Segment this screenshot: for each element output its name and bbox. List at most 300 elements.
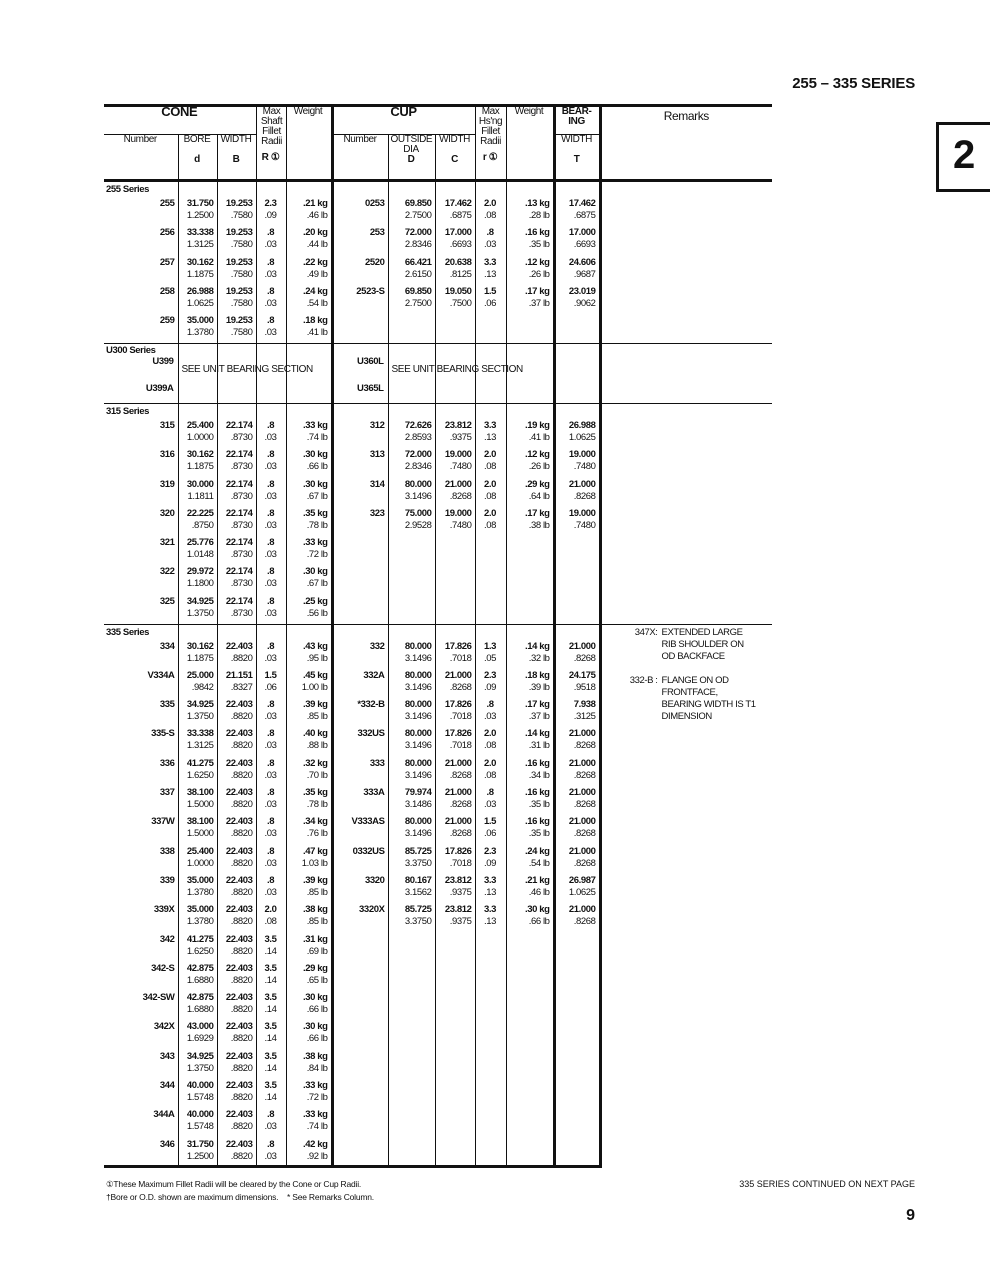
cup-weight: [506, 419, 554, 448]
cone-weight-inch: .74 lb: [306, 431, 328, 443]
empty-cell: [388, 1050, 435, 1079]
cone-header: CONE: [104, 106, 256, 135]
cone-weight: [286, 536, 332, 565]
cone-width: [217, 507, 256, 536]
empty-cell: [475, 1138, 506, 1167]
cone-bore-inch: 1.6250: [186, 945, 214, 957]
cone-weight-metric: .33 kg: [302, 419, 328, 431]
cone-weight-inch: .69 lb: [306, 945, 328, 957]
bearing-width: [554, 786, 600, 815]
bearing-width-metric: 17.000: [568, 227, 596, 239]
max-hsng-fillet-header: [475, 106, 506, 181]
cone-weight-inch: .74 lb: [306, 1121, 328, 1133]
remarks-header: Remarks: [600, 106, 772, 181]
cup-weight: [506, 669, 554, 698]
cone-width-inch: .8730: [230, 431, 253, 443]
shaft-fillet-radius-inch: .03: [264, 711, 277, 723]
empty-cell: [554, 181, 600, 198]
cup-outside-dia-metric: 66.421: [404, 256, 432, 268]
empty-cell: [554, 962, 600, 991]
cone-width-metric: 19.253: [225, 227, 253, 239]
housing-fillet-radius-metric: 2.0: [484, 728, 497, 740]
cup-weight-metric: .16 kg: [525, 757, 550, 769]
cone-weight-inch: .66 lb: [306, 1033, 328, 1045]
housing-fillet-radius: [475, 874, 506, 903]
bearing-width-metric: 23.019: [568, 285, 596, 297]
cone-bore: [178, 565, 217, 594]
cup-width-metric: 19.000: [444, 449, 472, 461]
max-shaft-label: Max Shaft Fillet Radii: [260, 106, 283, 147]
continued-note: 335 SERIES CONTINUED ON NEXT PAGE: [739, 1179, 915, 1189]
bearing-width: [554, 285, 600, 314]
cone-bore: [178, 448, 217, 477]
cup-width-metric: 17.462: [444, 198, 472, 209]
shaft-fillet-radius-metric: .8: [266, 699, 275, 711]
housing-fillet-radius: [475, 197, 506, 226]
bearing-width-inch: .7480: [573, 519, 596, 531]
cup-outside-dia-inch: 3.3750: [404, 916, 432, 928]
cup-width: [435, 507, 475, 536]
cup-weight-inch: .39 lb: [528, 681, 550, 693]
cup-width-inch: .8268: [449, 828, 472, 840]
housing-fillet-radius-metric: 3.3: [484, 904, 497, 916]
cup-outside-dia-metric: 75.000: [404, 507, 432, 519]
housing-fillet-radius: [475, 845, 506, 874]
empty-cell: [554, 536, 600, 565]
cup-outside-dia: [388, 874, 435, 903]
cone-bore-inch: 1.6250: [186, 769, 214, 781]
bearing-width-metric: 21.000: [568, 728, 596, 740]
shaft-fillet-radius-metric: 3.5: [264, 933, 277, 945]
cone-weight-inch: .56 lb: [306, 607, 328, 619]
cup-weight: [506, 448, 554, 477]
housing-fillet-radius-inch: .13: [484, 268, 497, 280]
cone-bore-metric: 40.000: [186, 1080, 214, 1092]
cup-width: [435, 727, 475, 756]
cone-bore: [178, 640, 217, 669]
cone-width: [217, 1020, 256, 1049]
shaft-fillet-radius: [256, 786, 286, 815]
cone-width: [217, 256, 256, 285]
cone-bore-metric: 30.162: [186, 449, 214, 461]
cone-weight-inch: .70 lb: [306, 769, 328, 781]
housing-fillet-radius: [475, 507, 506, 536]
empty-cell: [388, 1079, 435, 1108]
cup-outside-dia: [388, 845, 435, 874]
cone-width-metric: 22.174: [225, 449, 253, 461]
cup-width-metric: 23.812: [444, 904, 472, 916]
cone-bore-metric: 34.925: [186, 699, 214, 711]
cone-weight: [286, 874, 332, 903]
empty-cell: [475, 595, 506, 624]
cup-weight-metric: .14 kg: [525, 640, 550, 652]
shaft-fillet-radius-inch: .14: [264, 974, 277, 986]
cone-weight: [286, 640, 332, 669]
cone-width: [217, 448, 256, 477]
bearing-spec-table: [104, 104, 772, 1168]
cone-bore-metric: 30.000: [186, 478, 214, 490]
shaft-fillet-radius-inch: .14: [264, 1092, 277, 1104]
cup-outside-dia: [388, 478, 435, 507]
bearing-width-metric: 26.988: [568, 419, 596, 431]
cone-weight-inch: .92 lb: [306, 1150, 328, 1162]
cone-number: 321: [159, 537, 175, 549]
empty-cell: [435, 962, 475, 991]
cone-weight-metric: .33 kg: [302, 1080, 328, 1092]
cone-number: 336: [159, 757, 175, 769]
bearing-width: [554, 507, 600, 536]
cone-width: [217, 698, 256, 727]
cup-width: [435, 786, 475, 815]
cone-bore-metric: 31.750: [186, 1138, 214, 1150]
cup-outside-dia-metric: 69.850: [404, 198, 432, 209]
cone-width-inch: .8730: [230, 461, 253, 473]
shaft-fillet-radius-metric: .8: [266, 640, 275, 652]
cup-width-inch: .8268: [449, 799, 472, 811]
shaft-fillet-radius-metric: 3.5: [264, 962, 277, 974]
cup-weight-inch: .54 lb: [528, 857, 550, 869]
shaft-fillet-radius-metric: 1.5: [264, 669, 277, 681]
cone-bore-metric: 35.000: [186, 874, 214, 886]
cone-weight-metric: .33 kg: [302, 1109, 328, 1121]
cone-number: 334: [159, 640, 175, 652]
cone-bore-metric: 42.875: [186, 962, 214, 974]
cone-width-metric: 19.253: [225, 285, 253, 297]
shaft-fillet-radius-metric: .8: [266, 816, 275, 828]
cup-weight-metric: .18 kg: [525, 669, 550, 681]
cone-bore-metric: 30.162: [186, 256, 214, 268]
shaft-fillet-radius-inch: .03: [264, 799, 277, 811]
cup-width: [435, 757, 475, 786]
cup-weight-inch: .31 lb: [528, 740, 550, 752]
bearing-width-metric: 21.000: [568, 904, 596, 916]
shaft-fillet-radius-inch: .03: [264, 740, 277, 752]
cone-bore-metric: 34.925: [186, 595, 214, 607]
cup-width-metric: 19.050: [444, 285, 472, 297]
cup-width: [435, 285, 475, 314]
cone-number: 342-S: [151, 962, 175, 974]
empty-cell: [506, 595, 554, 624]
cup-outside-dia: [388, 727, 435, 756]
housing-fillet-radius: [475, 226, 506, 255]
cone-width-metric: 22.174: [225, 507, 253, 519]
empty-cell: [388, 991, 435, 1020]
cup-number: 3320: [332, 874, 388, 903]
cone-weight: [286, 962, 332, 991]
cone-weight-inch: .41 lb: [306, 327, 328, 339]
cup-number: 2523-S: [332, 285, 388, 314]
bearing-width: [554, 640, 600, 669]
housing-fillet-radius: [475, 786, 506, 815]
housing-fillet-radius-inch: .03: [484, 239, 497, 251]
cup-number: 0253: [332, 197, 388, 226]
cone-bore: [178, 845, 217, 874]
housing-fillet-radius-inch: .13: [484, 431, 497, 443]
cone-number: 337: [159, 787, 175, 799]
cone-bore-inch: 1.1875: [186, 268, 214, 280]
cone-width-inch: .8730: [230, 607, 253, 619]
cup-outside-dia: [388, 285, 435, 314]
cup-outside-dia-metric: 85.725: [404, 904, 432, 916]
max-shaft-fillet-header: [256, 106, 286, 181]
cone-width-inch: .8820: [230, 916, 253, 928]
cone-width-inch: .8730: [230, 519, 253, 531]
housing-fillet-radius-metric: 1.5: [484, 285, 497, 297]
section-tab-number: 2: [953, 133, 976, 177]
empty-cell: [554, 343, 600, 403]
empty-cell: [435, 1138, 475, 1167]
empty-cell: [388, 1138, 435, 1167]
series-label: 335 Series: [104, 624, 178, 640]
cone-bore-inch: 1.3780: [186, 886, 214, 898]
cone-bore-metric: 38.100: [186, 816, 214, 828]
cup-weight-inch: .35 lb: [528, 799, 550, 811]
cone-bore: [178, 285, 217, 314]
shaft-fillet-radius-metric: 2.3: [264, 198, 277, 209]
cup-outside-dia-inch: 3.1496: [404, 828, 432, 840]
cone-width: [217, 962, 256, 991]
remark-key: 347X:: [634, 626, 658, 638]
housing-fillet-radius-inch: .05: [484, 652, 497, 664]
shaft-fillet-radius-inch: .03: [264, 769, 277, 781]
cone-width-metric: 22.403: [225, 962, 253, 974]
cup-outside-dia-metric: 72.000: [404, 227, 432, 239]
cone-bore: [178, 478, 217, 507]
cone-bore-inch: 1.3780: [186, 327, 214, 339]
cone-number: 346: [104, 1138, 178, 1167]
empty-cell: [506, 991, 554, 1020]
empty-cell: [332, 181, 388, 198]
empty-cell: [554, 1108, 600, 1137]
cone-width-inch: .8820: [230, 1062, 253, 1074]
empty-cell: [475, 536, 506, 565]
shaft-fillet-radius-metric: 3.5: [264, 1080, 277, 1092]
empty-cell: [388, 1020, 435, 1049]
shaft-fillet-radius-inch: .03: [264, 886, 277, 898]
cup-width: [435, 448, 475, 477]
empty-cell: [435, 1050, 475, 1079]
empty-cell: [435, 181, 475, 198]
cup-width-metric: 17.826: [444, 699, 472, 711]
cone-weight-metric: .40 kg: [302, 728, 328, 740]
cone-width-inch: .7580: [230, 210, 253, 221]
cone-weight-inch: .49 lb: [306, 268, 328, 280]
cup-width-metric: 19.000: [444, 507, 472, 519]
shaft-fillet-radius-inch: .03: [264, 519, 277, 531]
cup-width-metric: 17.826: [444, 640, 472, 652]
cone-width: [217, 419, 256, 448]
cone-weight-inch: .88 lb: [306, 740, 328, 752]
cone-bore: [178, 1050, 217, 1079]
cone-weight: [286, 903, 332, 932]
empty-cell: [388, 933, 435, 962]
empty-cell: [286, 403, 332, 419]
cone-bore-metric: 25.776: [186, 537, 214, 549]
bearing-width-inch: .9687: [573, 268, 596, 280]
empty-cell: [217, 624, 256, 640]
cone-width: [217, 786, 256, 815]
cone-width: [217, 1079, 256, 1108]
cup-outside-dia-metric: 72.626: [404, 419, 432, 431]
cone-width-inch: .8820: [230, 652, 253, 664]
cup-weight: [506, 640, 554, 669]
empty-cell: [332, 991, 388, 1020]
cone-bore-metric: 33.338: [186, 227, 214, 239]
series-label: 255 Series: [106, 184, 150, 195]
shaft-fillet-radius-inch: .03: [264, 549, 277, 561]
shaft-fillet-radius-inch: .03: [264, 327, 277, 339]
empty-cell: [554, 1050, 600, 1079]
cone-bore: [178, 757, 217, 786]
empty-cell: [332, 1108, 388, 1137]
housing-fillet-radius-metric: .8: [486, 699, 494, 711]
empty-cell: [256, 624, 286, 640]
shaft-fillet-radius: [256, 419, 286, 448]
cone-width-inch: .8820: [230, 945, 253, 957]
unit-cone-numbers: [104, 343, 178, 403]
cup-weight-inch: .26 lb: [528, 268, 550, 280]
cone-bore: [178, 962, 217, 991]
cone-number: 342-SW: [142, 992, 175, 1004]
cone-number: 342X: [153, 1021, 175, 1033]
cone-weight-metric: .35 kg: [302, 787, 328, 799]
shaft-fillet-radius: [256, 595, 286, 624]
cone-weight: [286, 448, 332, 477]
cone-weight-metric: .32 kg: [302, 757, 328, 769]
remark-item: [604, 627, 770, 663]
cup-outside-dia-inch: 3.1496: [404, 769, 432, 781]
cup-outside-dia: [388, 815, 435, 844]
cup-weight: [506, 903, 554, 932]
bearing-width: [554, 448, 600, 477]
shaft-fillet-radius-inch: .03: [264, 297, 277, 309]
cup-outside-dia-metric: 80.000: [404, 728, 432, 740]
cup-width-metric: 17.826: [444, 728, 472, 740]
empty-cell: [475, 1108, 506, 1137]
shaft-fillet-radius: [256, 933, 286, 962]
cup-outside-dia-inch: 2.7500: [404, 297, 432, 309]
shaft-fillet-radius: [256, 903, 286, 932]
bearing-width-inch: .6875: [573, 210, 596, 221]
empty-cell: [332, 1079, 388, 1108]
cup-number: *332-B: [332, 698, 388, 727]
shaft-fillet-radius-inch: .08: [264, 916, 277, 928]
cup-number: 332A: [332, 669, 388, 698]
cup-header: CUP: [332, 106, 475, 135]
bearing-width-inch: .8268: [573, 490, 596, 502]
empty-cell: [506, 933, 554, 962]
empty-cell: [554, 1079, 600, 1108]
cone-bore: [178, 507, 217, 536]
see-unit-bearing-note: SEE UNIT BEARING SECTION: [181, 363, 313, 375]
cup-outside-dia-inch: 2.9528: [404, 519, 432, 531]
cone-number: 256: [159, 227, 175, 239]
cone-width-inch: .8820: [230, 1033, 253, 1045]
empty-cell: [332, 565, 388, 594]
cone-width-inch: .8820: [230, 1004, 253, 1016]
cone-weight-inch: .76 lb: [306, 828, 328, 840]
shaft-fillet-radius: [256, 565, 286, 594]
cone-weight-metric: .20 kg: [302, 227, 328, 239]
empty-cell: [388, 595, 435, 624]
housing-fillet-radius-inch: .03: [484, 711, 497, 723]
cone-number: V334A: [147, 669, 175, 681]
cone-bore-inch: 1.1875: [186, 652, 214, 664]
cone-width: [217, 536, 256, 565]
cone-bore-inch: 1.1875: [186, 461, 214, 473]
remarks-cell: [600, 403, 772, 624]
cone-bore-metric: 35.000: [186, 904, 214, 916]
cone-bore-inch: 1.0148: [186, 549, 214, 561]
shaft-fillet-radius-inch: .03: [264, 1121, 277, 1133]
cup-outside-dia-metric: 80.000: [404, 669, 432, 681]
cup-outside-dia: [388, 197, 435, 226]
cup-outside-dia-metric: 80.000: [404, 699, 432, 711]
shaft-fillet-radius: [256, 640, 286, 669]
cone-bore: [178, 595, 217, 624]
cup-number: 333A: [332, 786, 388, 815]
cone-bore-inch: 1.3780: [186, 916, 214, 928]
cone-width-metric: 22.403: [225, 757, 253, 769]
bearing-width-metric: 7.938: [573, 699, 596, 711]
cone-width-inch: .8820: [230, 1121, 253, 1133]
empty-cell: [217, 403, 256, 419]
cone-bore: [178, 1138, 217, 1167]
cone-width-metric: 21.151: [225, 669, 253, 681]
bearing-width-header: [554, 135, 600, 181]
bearing-width-inch: 1.0625: [568, 431, 596, 443]
shaft-fillet-radius-metric: .8: [266, 845, 275, 857]
shaft-fillet-radius-inch: .06: [264, 681, 277, 693]
shaft-fillet-radius-metric: 3.5: [264, 1021, 277, 1033]
empty-cell: [475, 314, 506, 343]
shaft-fillet-radius-inch: .14: [264, 1004, 277, 1016]
bearing-width: [554, 226, 600, 255]
cup-outside-dia-inch: 3.3750: [404, 857, 432, 869]
cup-width-metric: 21.000: [444, 478, 472, 490]
cup-outside-dia-inch: 3.1486: [404, 799, 432, 811]
cone-width-metric: 22.403: [225, 699, 253, 711]
cone-width: [217, 285, 256, 314]
shaft-fillet-radius: [256, 478, 286, 507]
housing-fillet-radius-metric: 2.0: [484, 449, 497, 461]
cone-bore-inch: 1.3125: [186, 740, 214, 752]
shaft-fillet-radius-metric: 3.5: [264, 992, 277, 1004]
housing-fillet-radius-inch: .09: [484, 857, 497, 869]
cup-outside-dia-inch: 3.1562: [404, 886, 432, 898]
cone-bore-inch: 1.0000: [186, 857, 214, 869]
width-label: WIDTH: [561, 134, 592, 145]
cone-bore: [178, 933, 217, 962]
shaft-fillet-radius-inch: .14: [264, 945, 277, 957]
cone-weight-inch: .67 lb: [306, 578, 328, 590]
cone-bore-metric: 42.875: [186, 992, 214, 1004]
cup-width-metric: 20.638: [444, 256, 472, 268]
cup-weight: [506, 256, 554, 285]
cone-width-metric: 22.174: [225, 595, 253, 607]
cup-width-metric: 21.000: [444, 669, 472, 681]
shaft-fillet-radius: [256, 507, 286, 536]
cone-weight-inch: .95 lb: [306, 652, 328, 664]
cone-number: 316: [159, 449, 175, 461]
cup-width: [435, 478, 475, 507]
cone-width: [217, 226, 256, 255]
bearing-width-inch: .9062: [573, 297, 596, 309]
cup-outside-dia-inch: 2.8593: [404, 431, 432, 443]
cup-weight-metric: .12 kg: [525, 449, 550, 461]
cup-width: [435, 874, 475, 903]
cone-bore-inch: 1.6880: [186, 974, 214, 986]
